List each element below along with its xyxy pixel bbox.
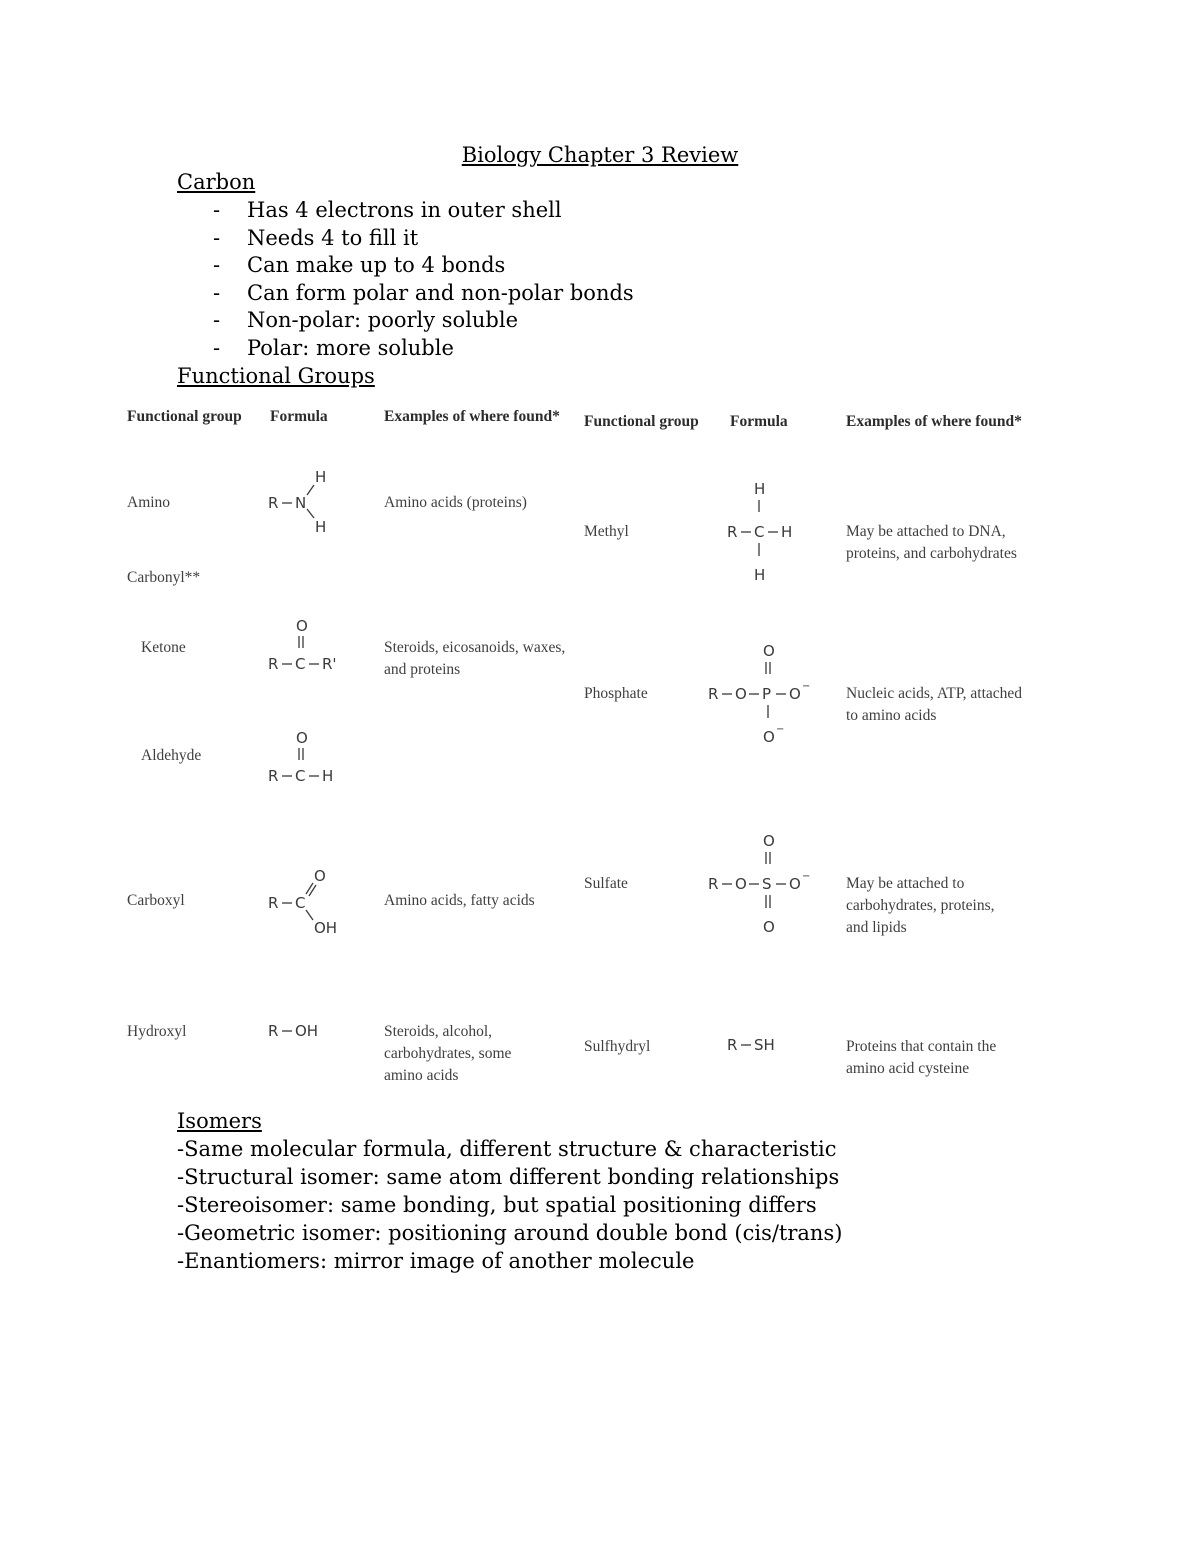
carbon-list bbox=[177, 197, 634, 363]
group-name-carboxyl: Carboxyl bbox=[127, 892, 185, 909]
list-item: -Enantiomers: mirror image of another molecule bbox=[177, 1249, 695, 1273]
header-formula: Formula bbox=[730, 413, 788, 430]
svg-text:H: H bbox=[754, 480, 766, 498]
bullet-dash: - bbox=[213, 308, 221, 333]
svg-text:R: R bbox=[268, 894, 279, 912]
examples-sulfhydryl: Proteins that contain the amino acid cysteine bbox=[846, 1038, 997, 1077]
examples-carboxyl: Amino acids, fatty acids bbox=[384, 892, 535, 909]
svg-text:N: N bbox=[295, 494, 307, 512]
formula-carboxyl bbox=[266, 864, 356, 940]
svg-text:O: O bbox=[763, 918, 775, 936]
svg-text:R': R' bbox=[322, 655, 337, 673]
group-name-methyl: Methyl bbox=[584, 523, 629, 540]
list-item: - Has 4 electrons in outer shell bbox=[177, 197, 634, 225]
page-title bbox=[0, 143, 1200, 167]
svg-text:O: O bbox=[789, 685, 801, 703]
svg-text:O: O bbox=[296, 729, 308, 747]
list-item: -Geometric isomer: positioning around double bond (cis/trans) bbox=[177, 1221, 843, 1245]
svg-text:O: O bbox=[763, 728, 775, 746]
group-name-ketone: Ketone bbox=[141, 639, 186, 656]
page-title-text: Biology Chapter 3 Review bbox=[461, 143, 739, 167]
bullet-dash: - bbox=[213, 225, 221, 250]
svg-text:C: C bbox=[295, 767, 306, 785]
svg-text:R: R bbox=[268, 494, 279, 512]
formula-methyl bbox=[725, 476, 815, 590]
svg-text:R: R bbox=[727, 1036, 738, 1054]
svg-text:O: O bbox=[763, 832, 775, 850]
formula-sulfhydryl bbox=[725, 1028, 815, 1062]
svg-text:O: O bbox=[314, 867, 326, 885]
header-functional-group: Functional group bbox=[127, 408, 242, 425]
functional-groups-heading: Functional Groups bbox=[177, 364, 375, 388]
svg-text:H: H bbox=[754, 566, 766, 584]
examples-methyl: May be attached to DNA, proteins, and carbohydrates bbox=[846, 523, 1017, 562]
list-item: - Can form polar and non-polar bonds bbox=[177, 280, 634, 308]
formula-hydroxyl bbox=[266, 1014, 356, 1048]
bullet-dash: - bbox=[213, 335, 221, 360]
svg-text:SH: SH bbox=[754, 1036, 775, 1054]
svg-text:S: S bbox=[762, 875, 772, 893]
svg-text:R: R bbox=[708, 875, 719, 893]
examples-hydroxyl: Steroids, alcohol, carbohydrates, some amino acids bbox=[384, 1023, 512, 1084]
group-name-phosphate: Phosphate bbox=[584, 685, 648, 702]
svg-text:O: O bbox=[296, 617, 308, 635]
svg-text:R: R bbox=[268, 767, 279, 785]
formula-amino bbox=[266, 464, 356, 538]
svg-text:R: R bbox=[727, 523, 738, 541]
bullet-dash: - bbox=[213, 253, 221, 278]
list-item: - Needs 4 to fill it bbox=[177, 225, 634, 253]
svg-text:R: R bbox=[268, 1022, 279, 1040]
list-item: - Non-polar: poorly soluble bbox=[177, 307, 634, 335]
group-name-carbonyl: Carbonyl** bbox=[127, 569, 201, 586]
examples-ketone: Steroids, eicosanoids, waxes, and proteins bbox=[384, 639, 566, 678]
list-item: -Structural isomer: same atom different bonding relationships bbox=[177, 1165, 840, 1189]
svg-text:OH: OH bbox=[314, 919, 338, 937]
svg-text:P: P bbox=[762, 685, 772, 703]
header-functional-group: Functional group bbox=[584, 413, 699, 430]
header-examples: Examples of where found* bbox=[384, 408, 560, 425]
svg-text:OH: OH bbox=[295, 1022, 319, 1040]
group-name-hydroxyl: Hydroxyl bbox=[127, 1023, 187, 1040]
svg-text:H: H bbox=[322, 767, 334, 785]
isomers-list bbox=[177, 1135, 842, 1275]
svg-text:C: C bbox=[754, 523, 765, 541]
svg-text:C: C bbox=[295, 894, 306, 912]
carbon-heading: Carbon bbox=[177, 170, 256, 194]
formula-phosphate bbox=[706, 638, 836, 754]
svg-text:−: − bbox=[776, 724, 785, 735]
group-name-aldehyde: Aldehyde bbox=[141, 747, 202, 764]
formula-aldehyde bbox=[266, 726, 356, 790]
svg-text:O: O bbox=[735, 685, 747, 703]
formula-ketone bbox=[266, 614, 356, 678]
svg-text:C: C bbox=[295, 655, 306, 673]
formula-sulfate bbox=[706, 828, 836, 944]
svg-text:H: H bbox=[315, 468, 327, 486]
svg-text:R: R bbox=[268, 655, 279, 673]
examples-sulfate: May be attached to carbohydrates, proteins, and lipids bbox=[846, 875, 995, 936]
header-examples: Examples of where found* bbox=[846, 413, 1022, 430]
svg-text:O: O bbox=[763, 642, 775, 660]
svg-text:O: O bbox=[789, 875, 801, 893]
list-item: -Same molecular formula, different structure & characteristic bbox=[177, 1137, 837, 1161]
svg-text:R: R bbox=[708, 685, 719, 703]
list-item: - Polar: more soluble bbox=[177, 335, 634, 363]
examples-amino: Amino acids (proteins) bbox=[384, 494, 527, 511]
bullet-dash: - bbox=[213, 280, 221, 305]
isomers-heading: Isomers bbox=[177, 1109, 262, 1133]
group-name-sulfate: Sulfate bbox=[584, 875, 628, 892]
group-name-sulfhydryl: Sulfhydryl bbox=[584, 1038, 651, 1055]
examples-phosphate: Nucleic acids, ATP, attached to amino acids bbox=[846, 685, 1023, 724]
list-item: - Can make up to 4 bonds bbox=[177, 252, 634, 280]
svg-text:−: − bbox=[802, 681, 811, 692]
functional-groups-table bbox=[120, 400, 1050, 1100]
svg-text:H: H bbox=[315, 518, 327, 536]
svg-text:−: − bbox=[802, 871, 811, 882]
svg-text:H: H bbox=[781, 523, 793, 541]
list-item: -Stereoisomer: same bonding, but spatial positioning differs bbox=[177, 1193, 817, 1217]
svg-text:O: O bbox=[735, 875, 747, 893]
bullet-dash: - bbox=[213, 198, 221, 222]
group-name-amino: Amino bbox=[127, 494, 171, 511]
header-formula: Formula bbox=[270, 408, 328, 425]
